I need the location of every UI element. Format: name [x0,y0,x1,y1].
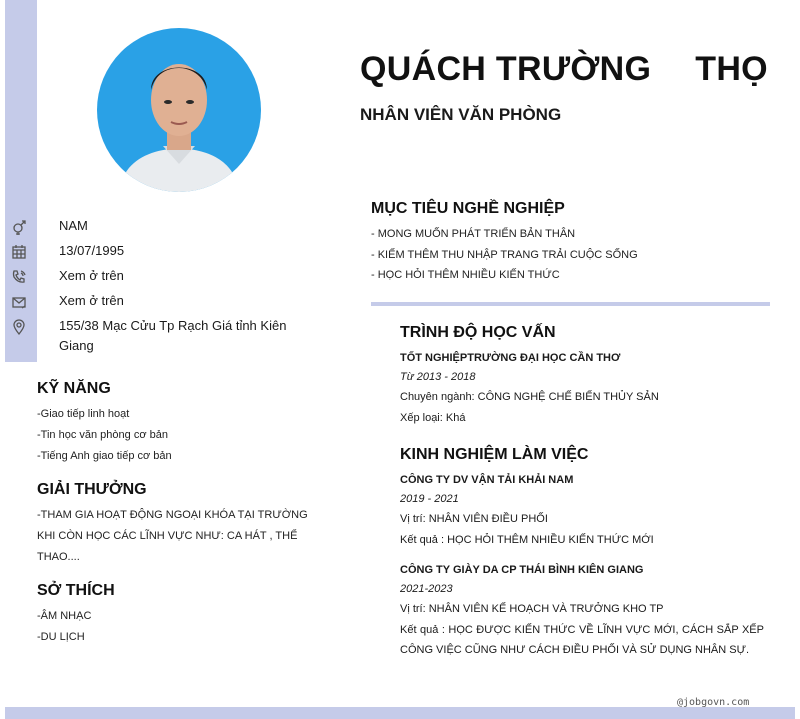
education-period: Từ 2013 - 2018 [400,371,476,383]
list-item: - KIẾM THÊM THU NHẬP TRANG TRẢI CUỘC SỐNG [371,248,638,261]
job-period: 2021-2023 [400,583,453,595]
list-item: -ÂM NHẠC [37,610,92,622]
candidate-name [360,50,768,89]
name-header [360,50,768,125]
list-item: -DU LỊCH [37,631,85,643]
left-column [37,380,327,662]
education-rank: Xếp loại: Khá [400,411,466,424]
section-divider [371,302,770,306]
calendar-icon [10,243,28,261]
job-title: NHÂN VIÊN VĂN PHÒNG [360,105,562,124]
contact-birthday [10,241,320,261]
email-value: Xem ở trên [59,293,124,308]
footer-accent-bar [5,707,795,719]
list-item: -Tiếng Anh giao tiếp cơ bản [37,450,172,462]
awards-section [37,481,327,568]
education-section [400,324,764,428]
list-item: - MONG MUỐN PHÁT TRIỂN BẢN THÂN [371,228,576,240]
contact-info [10,216,320,361]
job-position: Vị trí: NHÂN VIÊN ĐIỀU PHỐI [400,513,548,525]
job-period: 2019 - 2021 [400,493,459,505]
mail-icon [10,293,28,311]
job-position: Vị trí: NHÂN VIÊN KẾ HOẠCH VÀ TRƯỞNG KHO TP [400,603,664,615]
address-value: 155/38 Mạc Cửu Tp Rạch Giá tỉnh Kiên Giang [59,318,287,353]
gender-value: NAM [59,218,88,233]
career-goal-title: MỤC TIÊU NGHỀ NGHIỆP [371,200,565,217]
first-name: THỌ [695,50,768,88]
job-result: Kết quả : HỌC ĐƯỢC KIẾN THỨC VỀ LĨNH VỰC MỚI, CÁCH SẮP XẾP CÔNG VIỆC CŨNG NHƯ CÁCH ĐIỀU PHỐI VÀ SỬ DỤNG NHÂN SỰ. [400,623,764,656]
awards-text: -THAM GIA HOẠT ĐỘNG NGOẠI KHÓA TẠI TRƯỜNG KHI CÒN HỌC CÁC LĨNH VỰC NHƯ: CA HÁT , THỂ THAO.... [37,509,308,563]
experience-item [400,472,764,550]
school-name: TỐT NGHIỆPTRƯỜNG ĐẠI HỌC CẦN THƠ [400,352,621,364]
career-goal-section [371,200,771,286]
location-pin-icon [10,318,28,336]
skills-section [37,380,327,467]
list-item: -Tin học văn phòng cơ bản [37,429,168,441]
company-name: CÔNG TY DV VẬN TẢI KHẢI NAM [400,474,574,486]
avatar [97,28,261,192]
experience-section [400,446,764,661]
watermark: @jobgovn.com [677,697,750,708]
contact-email [10,291,320,311]
education-title: TRÌNH ĐỘ HỌC VẤN [400,324,556,341]
contact-address [10,316,320,356]
right-column [400,324,764,661]
birthday-value: 13/07/1995 [59,243,125,258]
experience-item [400,562,764,661]
job-result: Kết quả : HỌC HỎI THÊM NHIỀU KIẾN THỨC MỚI [400,533,654,546]
phone-value: Xem ở trên [59,268,124,283]
contact-phone [10,266,320,286]
last-name: QUÁCH TRƯỜNG [360,50,652,88]
awards-title: GIẢI THƯỞNG [37,481,147,498]
company-name: CÔNG TY GIÀY DA CP THÁI BÌNH KIÊN GIANG [400,564,644,576]
hobbies-title: SỞ THÍCH [37,582,115,599]
hobbies-section [37,582,327,648]
phone-icon [10,268,28,286]
gender-icon [10,218,28,236]
education-major: Chuyên ngành: CÔNG NGHỆ CHẾ BIẾN THỦY SẢN [400,391,659,403]
list-item: -Giao tiếp linh hoạt [37,408,130,420]
list-item: - HỌC HỎI THÊM NHIỀU KIẾN THỨC [371,269,560,281]
experience-title: KINH NGHIỆM LÀM VIỆC [400,446,589,463]
contact-gender [10,216,320,236]
skills-title: KỸ NĂNG [37,380,111,397]
